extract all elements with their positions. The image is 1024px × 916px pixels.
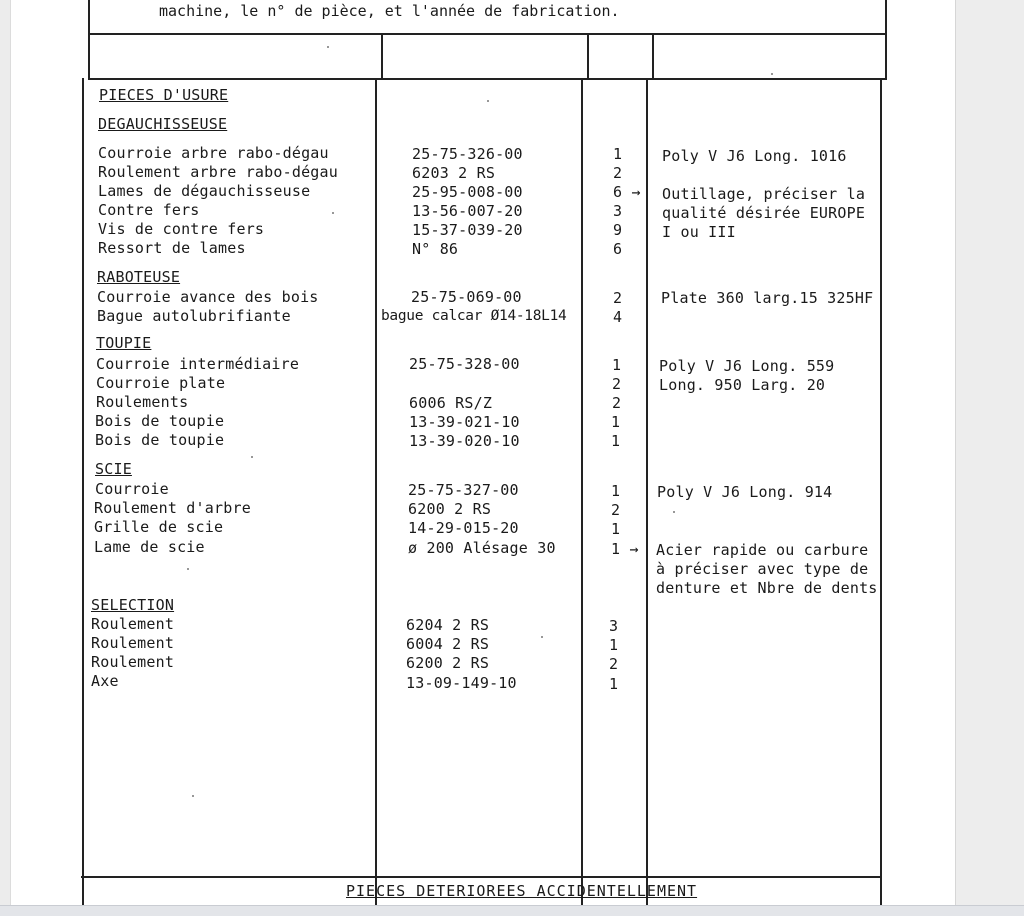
scan-speck — [541, 636, 543, 638]
item-quantity: 1 — [609, 636, 619, 654]
item-reference: bague calcar Ø14-18L14 — [381, 308, 567, 324]
item-quantity: 6 → — [613, 183, 641, 201]
item-designation: Bois de toupie — [95, 431, 225, 449]
item-designation: Vis de contre fers — [98, 220, 265, 238]
column-divider-2-lower — [581, 78, 583, 905]
table-border-right-lower — [880, 78, 882, 905]
item-note: Plate 360 larg.15 325HF — [661, 289, 874, 307]
item-reference: 25-95-008-00 — [412, 183, 523, 201]
item-reference: 6203 2 RS — [412, 164, 496, 182]
item-note: denture et Nbre de dents — [656, 579, 878, 597]
document-page — [11, 0, 954, 905]
scan-speck — [332, 212, 334, 214]
table-border-left-lower — [82, 78, 84, 905]
table-border-left — [88, 0, 90, 78]
scan-speck — [187, 568, 189, 570]
item-note: Poly V J6 Long. 559 — [659, 357, 835, 375]
item-designation: Courroie avance des bois — [97, 288, 319, 306]
item-note: Poly V J6 Long. 1016 — [662, 147, 847, 165]
item-quantity: 2 — [613, 289, 623, 307]
item-designation: Courroie plate — [96, 374, 226, 392]
section-heading-degauchisseuse: DEGAUCHISSEUSE — [98, 115, 228, 133]
scan-speck — [487, 100, 489, 102]
table-border-right — [885, 0, 887, 78]
item-designation: Courroie intermédiaire — [96, 355, 300, 373]
column-divider-3-lower — [646, 78, 648, 905]
item-designation: Roulement — [91, 653, 175, 671]
column-divider-1-lower — [375, 78, 377, 905]
section-heading-usure: PIECES D'USURE — [99, 86, 229, 104]
item-quantity: 2 — [609, 655, 619, 673]
item-designation: Roulements — [96, 393, 189, 411]
table-rule-bottom — [81, 876, 881, 878]
item-quantity: 1 — [611, 432, 621, 450]
item-quantity: 3 — [613, 202, 623, 220]
item-reference: N° 86 — [412, 240, 459, 258]
item-reference: 13-39-021-10 — [409, 413, 520, 431]
item-quantity: 1 → — [611, 540, 639, 558]
item-quantity: 2 — [612, 375, 622, 393]
scan-speck — [771, 73, 773, 75]
item-note: à préciser avec type de — [656, 560, 869, 578]
item-designation: Roulement — [91, 634, 175, 652]
item-reference: 6004 2 RS — [406, 635, 490, 653]
table-rule-top — [88, 33, 887, 35]
scan-speck — [251, 456, 253, 458]
section-heading-toupie: TOUPIE — [96, 334, 152, 352]
column-divider-2 — [587, 33, 589, 78]
viewer-bottom-bar — [0, 905, 1024, 916]
item-note: Long. 950 Larg. 20 — [659, 376, 826, 394]
table-rule-header — [88, 78, 887, 80]
item-quantity: 1 — [611, 520, 621, 538]
item-designation: Axe — [91, 672, 119, 690]
item-quantity: 9 — [613, 221, 623, 239]
item-reference: 25-75-326-00 — [412, 145, 523, 163]
item-reference: 15-37-039-20 — [412, 221, 523, 239]
section-heading-scie: SCIE — [95, 460, 132, 478]
item-designation: Courroie — [95, 480, 169, 498]
item-designation: Contre fers — [98, 201, 200, 219]
item-note: Outillage, préciser la — [662, 185, 866, 203]
scan-speck — [673, 511, 675, 513]
item-quantity: 1 — [612, 356, 622, 374]
item-reference: 6200 2 RS — [406, 654, 490, 672]
intro-text: machine, le n° de pièce, et l'année de fabrication. — [159, 2, 620, 20]
scan-speck — [327, 46, 329, 48]
section-heading-selection: SELECTION — [91, 596, 175, 614]
item-reference: 13-39-020-10 — [409, 432, 520, 450]
column-divider-1 — [381, 33, 383, 78]
item-note: Poly V J6 Long. 914 — [657, 483, 833, 501]
item-note: qualité désirée EUROPE — [662, 204, 866, 222]
item-reference: 25-75-328-00 — [409, 355, 520, 373]
item-quantity: 6 — [613, 240, 623, 258]
item-quantity: 1 — [613, 145, 623, 163]
item-quantity: 1 — [609, 675, 619, 693]
item-quantity: 2 — [612, 394, 622, 412]
item-note: Acier rapide ou carbure — [656, 541, 869, 559]
column-divider-3 — [652, 33, 654, 78]
item-quantity: 3 — [609, 617, 619, 635]
item-designation: Lames de dégauchisseuse — [98, 182, 311, 200]
item-reference: 25-75-327-00 — [408, 481, 519, 499]
item-reference: 13-56-007-20 — [412, 202, 523, 220]
item-designation: Lame de scie — [94, 538, 205, 556]
item-designation: Roulement arbre rabo-dégau — [98, 163, 338, 181]
item-reference: 13-09-149-10 — [406, 674, 517, 692]
item-designation: Roulement — [91, 615, 175, 633]
item-quantity: 1 — [611, 482, 621, 500]
item-reference: 14-29-015-20 — [408, 519, 519, 537]
item-designation: Roulement d'arbre — [94, 499, 251, 517]
item-note: I ou III — [662, 223, 736, 241]
item-designation: Grille de scie — [94, 518, 224, 536]
footer-heading: PIECES DETERIOREES ACCIDENTELLEMENT — [346, 882, 698, 900]
item-designation: Bois de toupie — [95, 412, 225, 430]
scan-speck — [192, 795, 194, 797]
item-quantity: 2 — [611, 501, 621, 519]
item-quantity: 1 — [611, 413, 621, 431]
section-heading-raboteuse: RABOTEUSE — [97, 268, 181, 286]
item-designation: Ressort de lames — [98, 239, 246, 257]
item-quantity: 2 — [613, 164, 623, 182]
item-quantity: 4 — [613, 308, 623, 326]
viewer-right-margin — [955, 0, 1024, 905]
viewer-left-margin — [0, 0, 11, 905]
item-designation: Courroie arbre rabo-dégau — [98, 144, 329, 162]
item-reference: 6200 2 RS — [408, 500, 492, 518]
item-designation: Bague autolubrifiante — [97, 307, 291, 325]
item-reference: 25-75-069-00 — [411, 288, 522, 306]
item-reference: ø 200 Alésage 30 — [408, 539, 556, 557]
item-reference: 6204 2 RS — [406, 616, 490, 634]
item-reference: 6006 RS/Z — [409, 394, 493, 412]
